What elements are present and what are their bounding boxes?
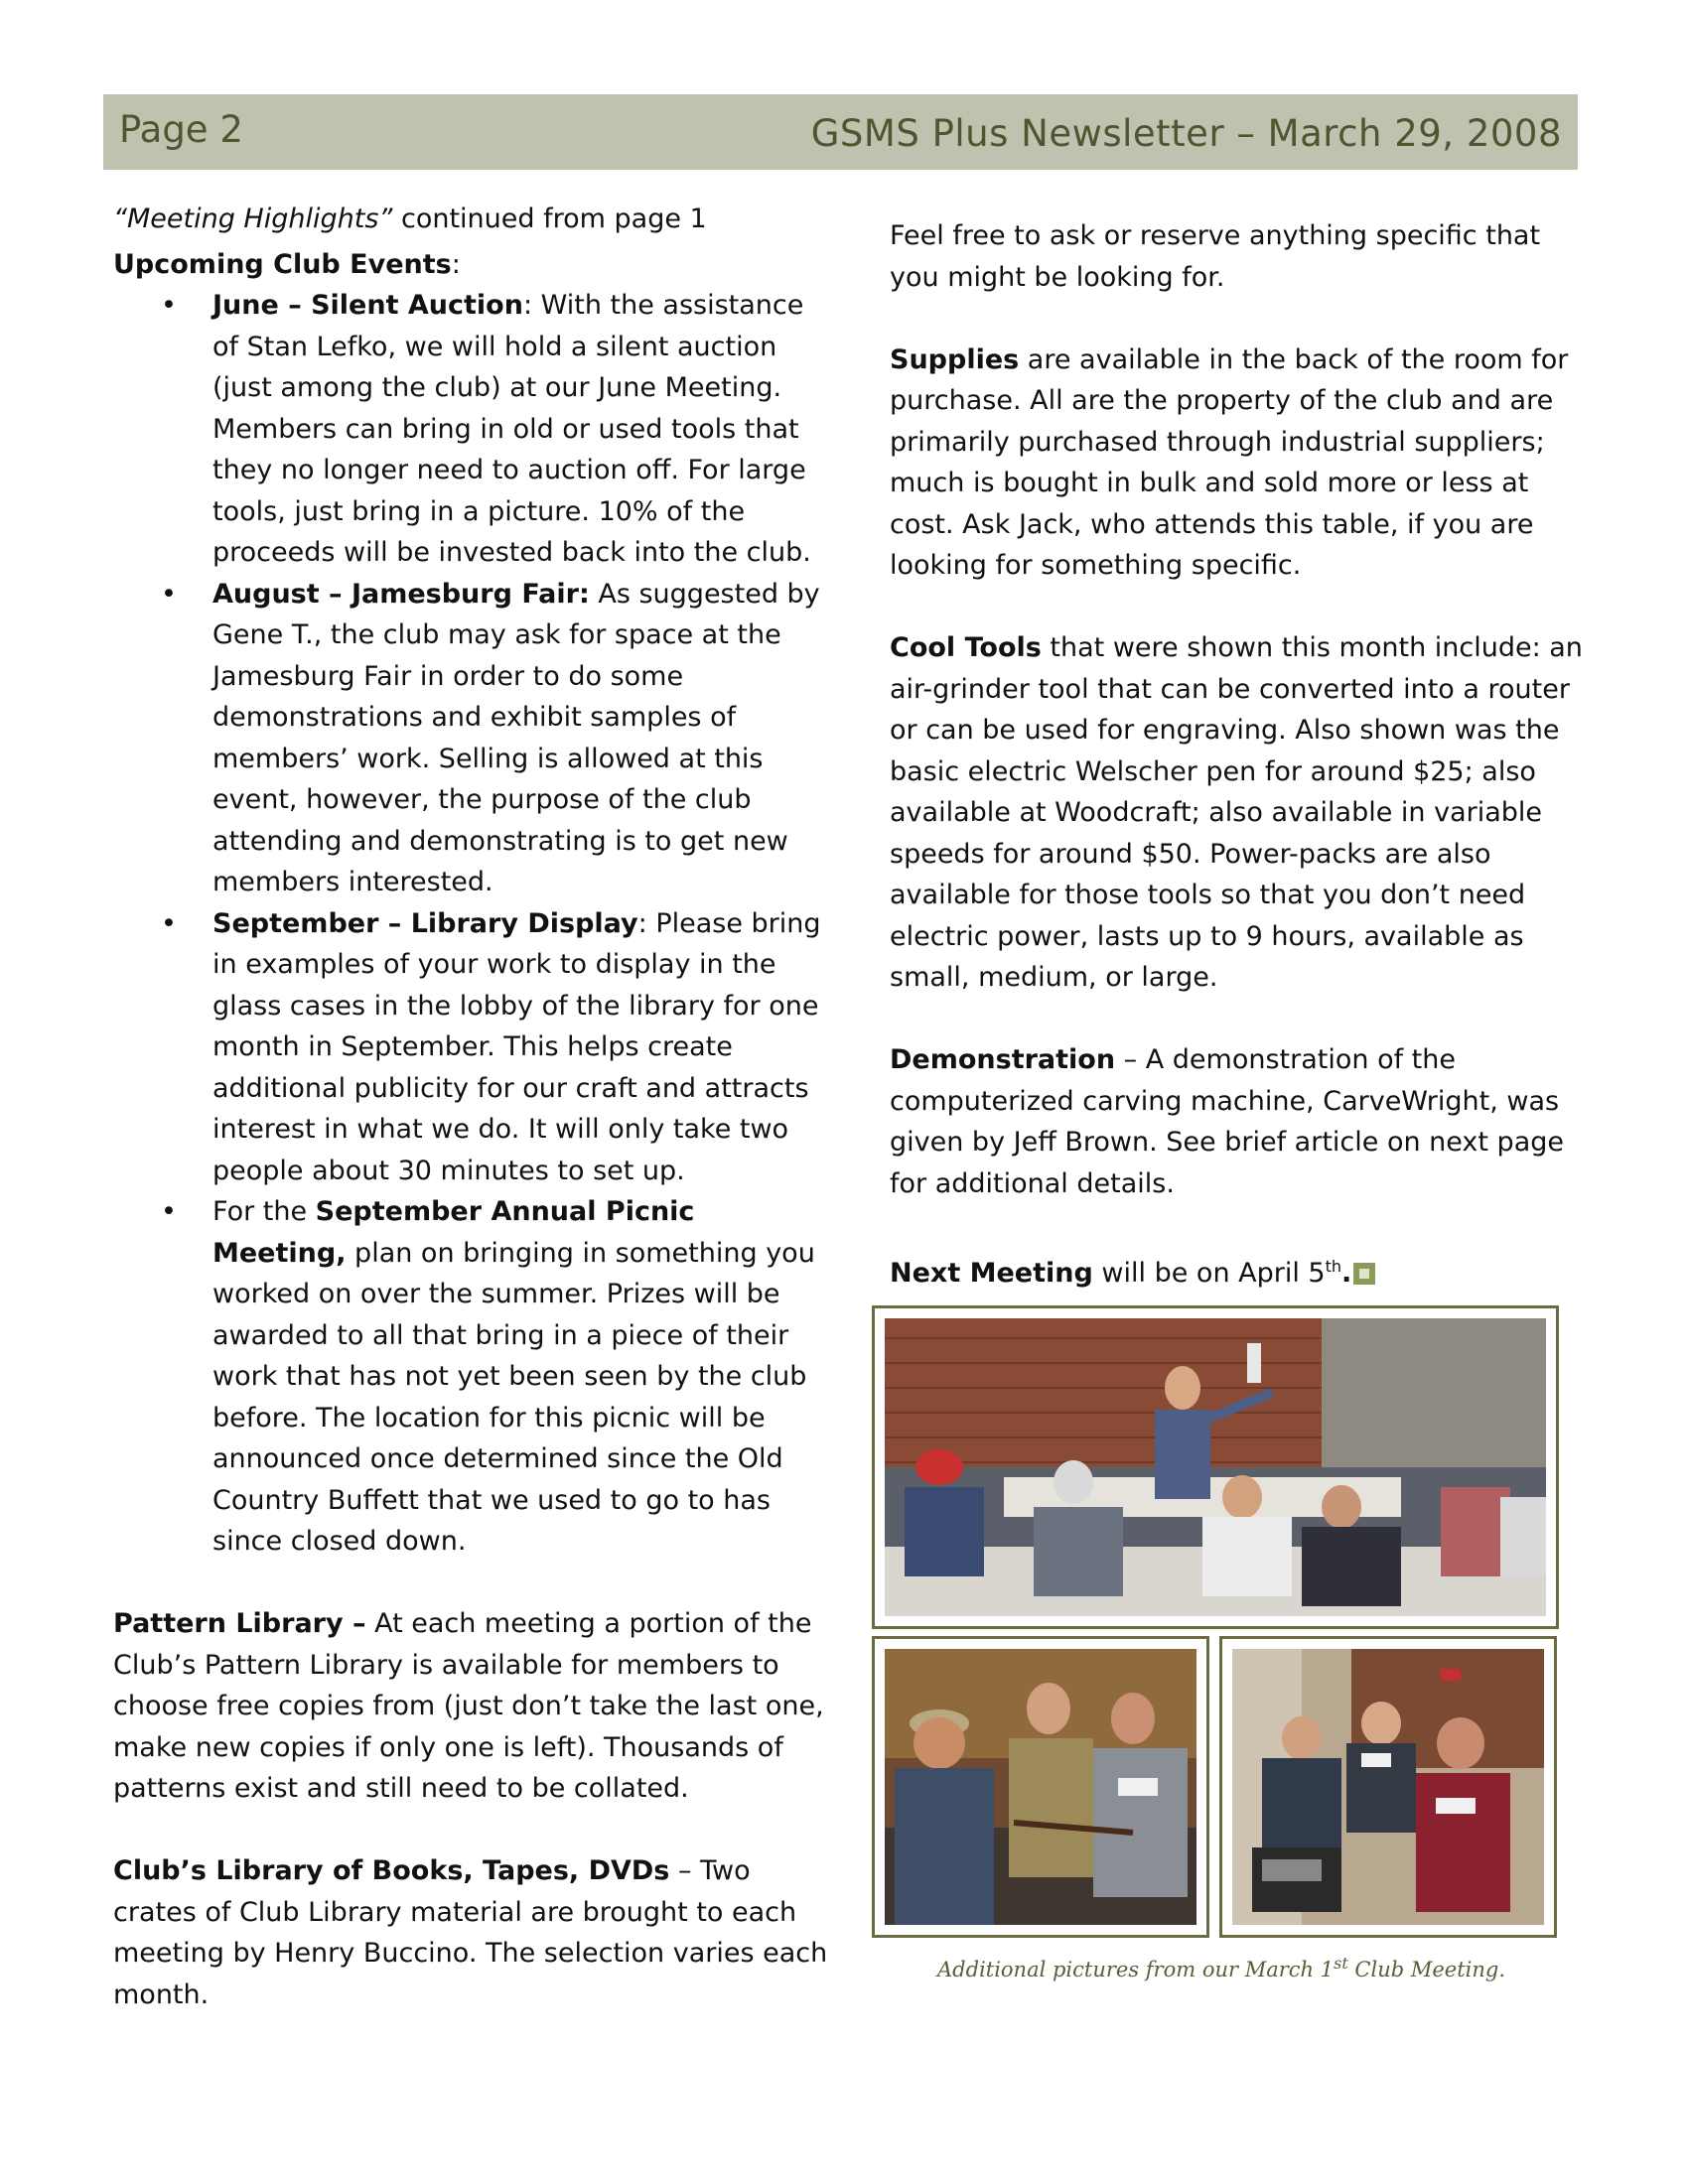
upcoming-heading-line <box>113 244 828 286</box>
demonstration-heading: Demonstration <box>890 1044 1116 1075</box>
event-text: As suggested by Gene T., the club may ask for space at the Jamesburg Fair in order to do some demonstrations and exhibit samples of members’ work. Selling is allowed at this event, however, the purpose of the club attending and demonstrating is to get new members interested. <box>212 578 820 897</box>
list-item <box>161 903 828 1192</box>
caption-text-post: Club Meeting. <box>1347 1958 1506 1981</box>
books-library-paragraph <box>113 1850 828 2015</box>
photo-caption <box>874 1954 1569 1981</box>
photo-members-talking <box>885 1649 1196 1925</box>
meeting-photo-main <box>872 1305 1559 1629</box>
supplies-text: are available in the back of the room for purchase. All are the property of the club and are primarily purchased through industrial suppliers; much is bought in bulk and sold more or less at cost. Ask Jack, who attends this table, if you are looking for something specific. <box>890 343 1569 581</box>
next-meeting-end: . <box>1341 1257 1352 1289</box>
event-title: September Annual Picnic Meeting, <box>212 1196 695 1269</box>
photo-meeting-room <box>885 1318 1546 1616</box>
photo-carving-machine <box>1232 1649 1544 1925</box>
events-list <box>113 285 828 1563</box>
bullet-icon: • <box>161 578 177 610</box>
bullet-icon: • <box>161 1196 177 1227</box>
books-library-heading: Club’s Library of Books, Tapes, DVDs <box>113 1855 670 1886</box>
bullet-icon: • <box>161 907 177 939</box>
demonstration-text: – A demonstration of the computerized carving machine, CarveWright, was given by Jeff Brown. See brief article on next page for additional details. <box>890 1044 1564 1199</box>
demonstration-paragraph <box>890 1039 1585 1204</box>
continued-text: continued from page 1 <box>392 204 707 234</box>
meeting-photo-right <box>1219 1636 1557 1938</box>
newsletter-title: GSMS Plus Newsletter – March 29, 2008 <box>810 112 1562 155</box>
event-text: plan on bringing in something you worked on over the summer. Prizes will be awarded to all that bring in a piece of their work that has not yet been seen by the club before. The location for this picnic will be announced once determined since the Old Country Buffett that we used to go to has since closed down. <box>212 1237 815 1557</box>
upcoming-colon: : <box>451 248 461 280</box>
list-item <box>161 1191 828 1563</box>
list-item <box>161 574 828 903</box>
next-meeting-text: will be on April 5 <box>1092 1257 1326 1289</box>
next-meeting-heading: Next Meeting <box>890 1257 1093 1289</box>
event-text: : With the assistance of Stan Lefko, we will hold a silent auction (just among the club) at our June Meeting. Members can bring in old or used tools that they no longer need to auction off. For large tools, just bring in a picture. 10% of the proceeds will be invested back into the club. <box>212 290 811 568</box>
picnic-pre: For the <box>212 1196 316 1227</box>
event-text: : Please bring in examples of your work to display in the glass cases in the lobby of the library for one month in September. This helps create additional publicity for our craft and attracts interest in what we do. It will only take two people about 30 minutes to set up. <box>212 907 821 1186</box>
pattern-library-heading: Pattern Library – <box>113 1608 366 1639</box>
page-header <box>103 94 1578 170</box>
pattern-library-text: At each meeting a portion of the Club’s Pattern Library is available for members to choose free copies from (just don’t take the last one, make new copies if only one is left). Thousands of patterns exist and still need to be collated. <box>113 1608 824 1804</box>
end-mark-icon <box>1353 1263 1375 1285</box>
right-column <box>890 215 1585 1294</box>
list-item <box>161 285 828 574</box>
left-column <box>113 199 828 2015</box>
feel-free-paragraph: Feel free to ask or reserve anything specific that you might be looking for. <box>890 220 1541 293</box>
cool-tools-text: that were shown this month include: an air-grinder tool that can be converted into a router or can be used for engraving. Also shown was the basic electric Welscher pen for around $25; also available at Woodcraft; also available in variable speeds for around $50. Power-packs are also available for those tools so that you don’t need electric power, lasts up to 9 hours, available as small, medium, or large. <box>890 632 1583 993</box>
books-library-text: – Two crates of Club Library material are brought to each meeting by Henry Buccino. The selection varies each month. <box>113 1855 828 2010</box>
continued-title: “Meeting Highlights” <box>113 204 393 234</box>
supplies-paragraph <box>890 340 1585 587</box>
caption-text-pre: Additional pictures from our March 1 <box>936 1958 1335 1981</box>
supplies-heading: Supplies <box>890 343 1020 375</box>
pattern-library-paragraph <box>113 1603 828 1810</box>
event-title: August – Jamesburg Fair: <box>212 578 590 610</box>
continued-note <box>113 199 828 240</box>
next-meeting-paragraph <box>890 1246 1585 1295</box>
event-title: September – Library Display <box>212 907 638 939</box>
page-number: Page 2 <box>119 108 243 151</box>
upcoming-heading: Upcoming Club Events <box>113 248 452 280</box>
event-title: June – Silent Auction <box>212 290 523 321</box>
meeting-photo-left <box>872 1636 1209 1938</box>
caption-sup: st <box>1334 1954 1348 1973</box>
bullet-icon: • <box>161 290 177 321</box>
cool-tools-paragraph <box>890 627 1585 999</box>
next-meeting-sup: th <box>1325 1256 1342 1276</box>
cool-tools-heading: Cool Tools <box>890 632 1042 663</box>
